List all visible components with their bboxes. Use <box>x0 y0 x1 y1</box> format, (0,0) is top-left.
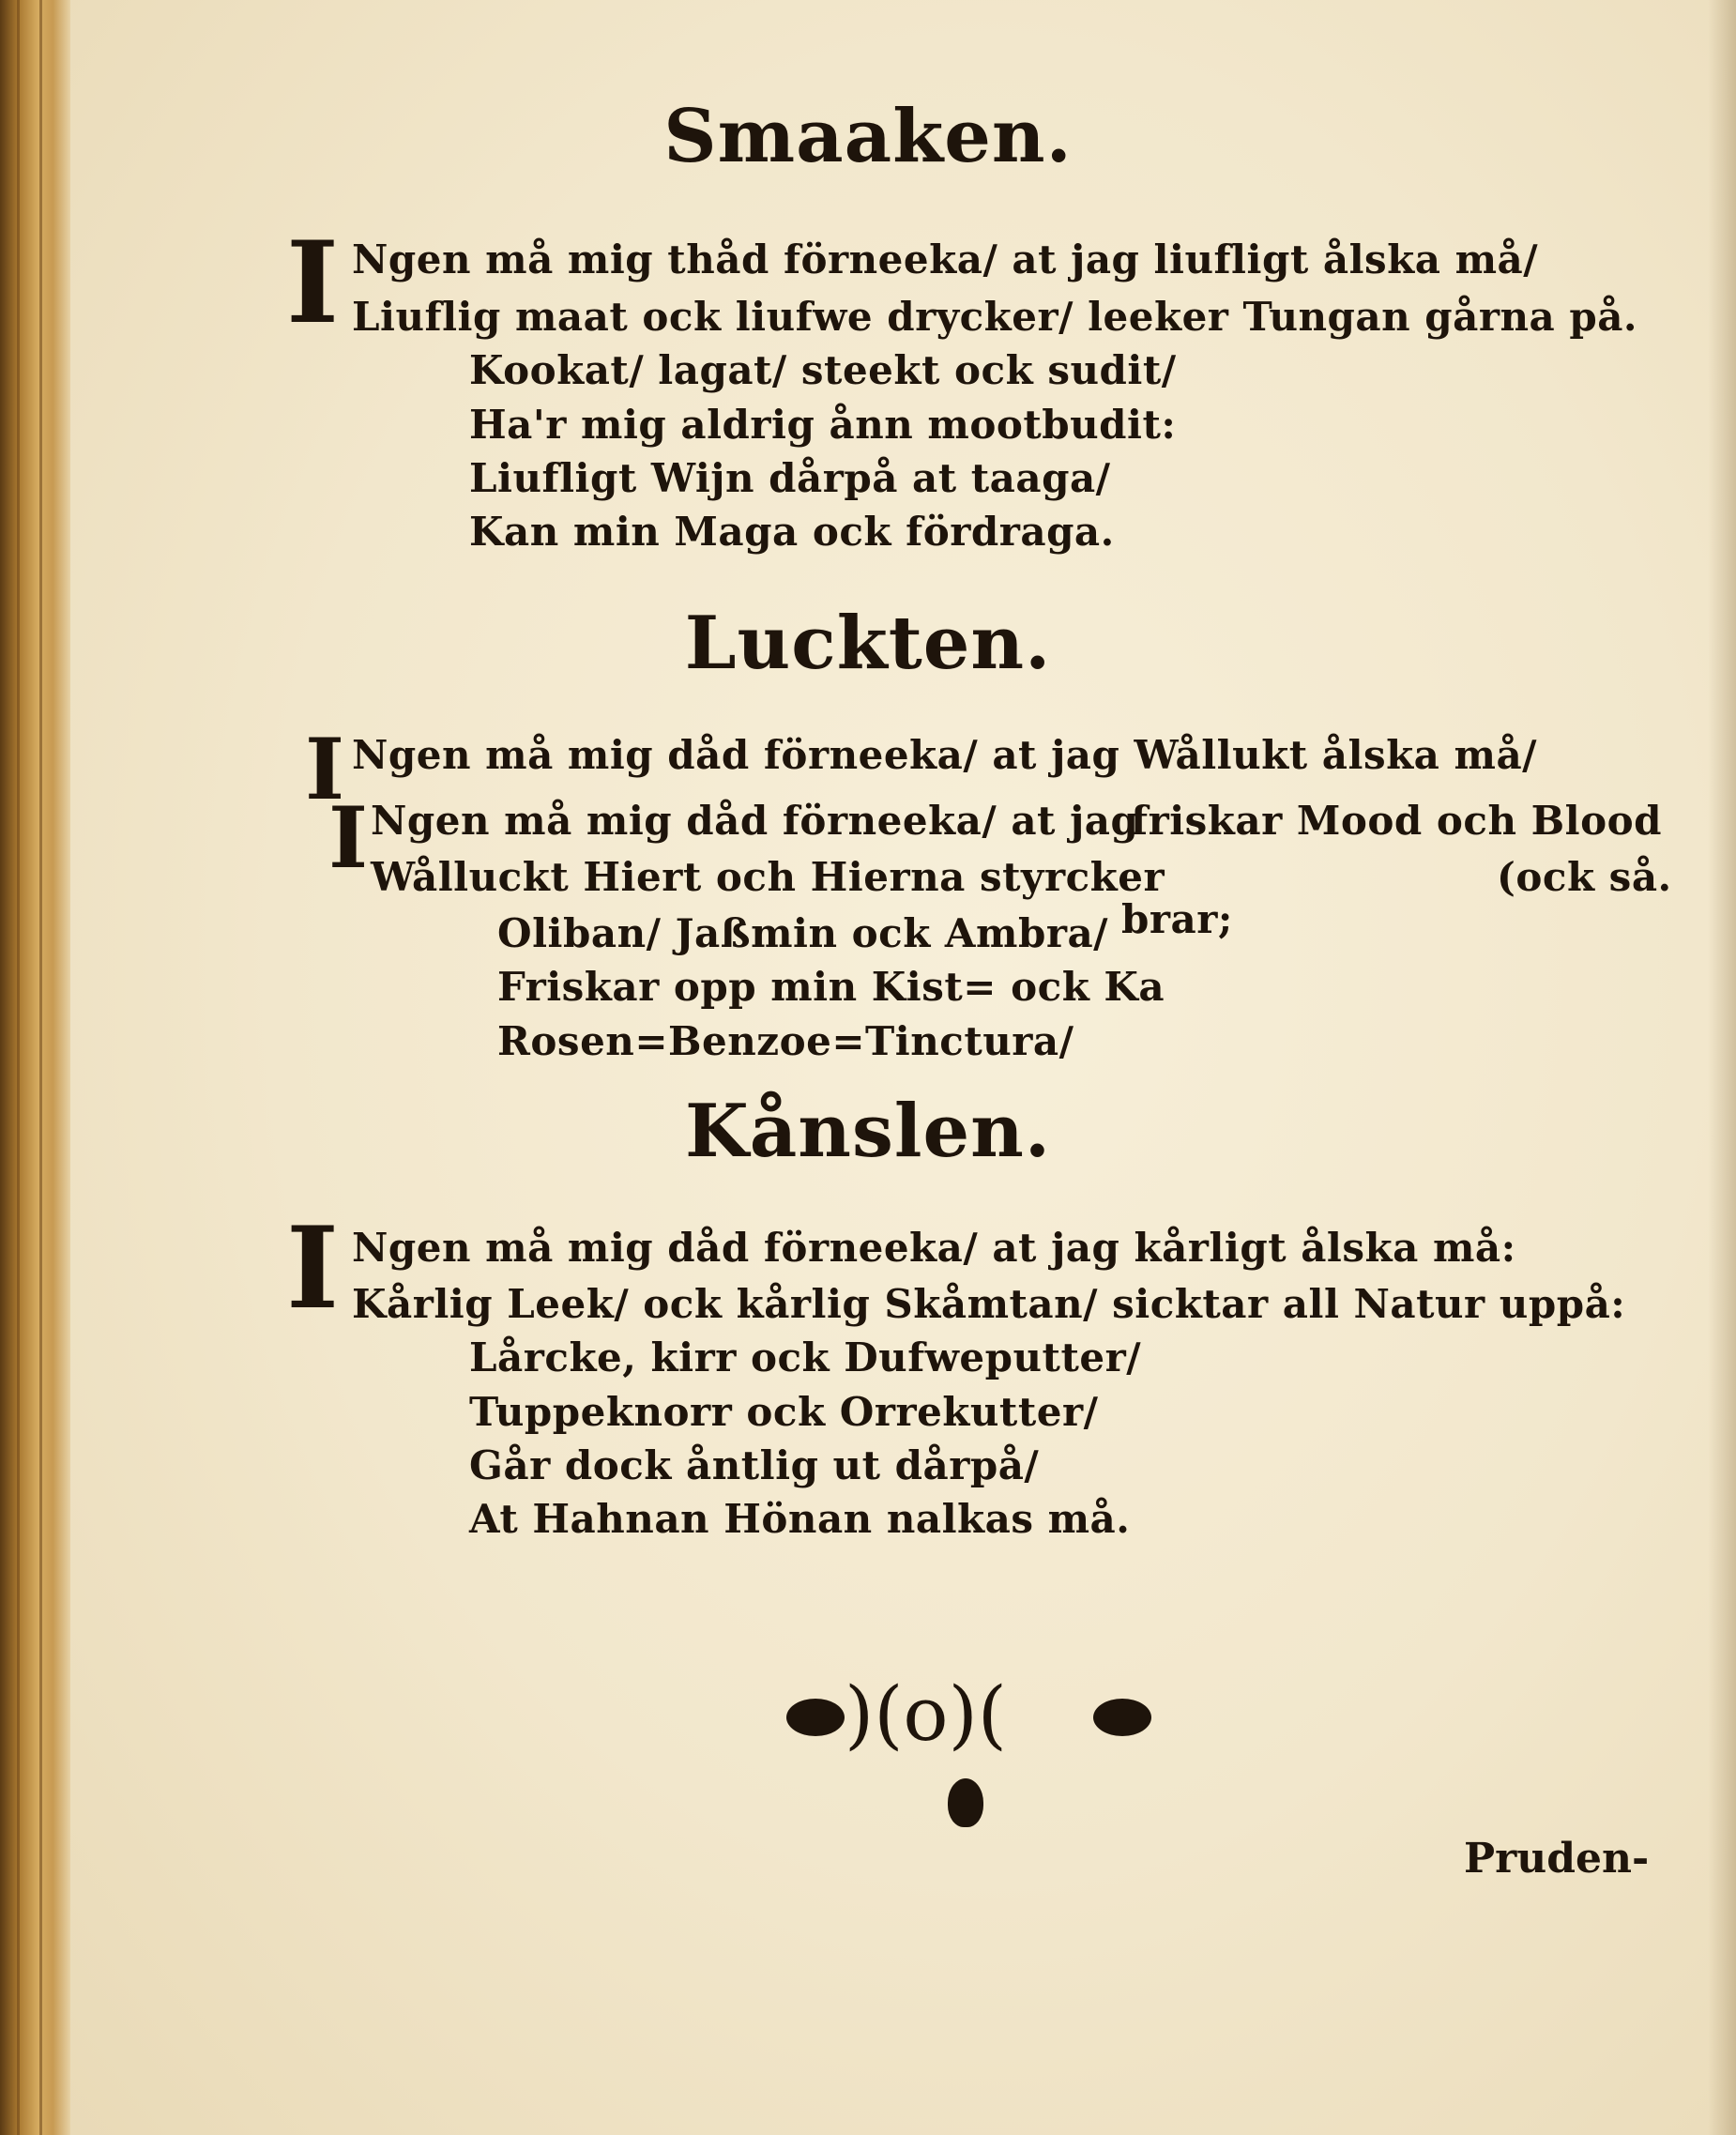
verse-line: Friskar opp min Kist= ock Ka <box>497 964 1165 1010</box>
verse-line: Kårlig Leek/ ock kårlig Skåmtan/ sicktar all Natur uppå: <box>352 1281 1626 1327</box>
verse-line: Ha'r mig aldrig ånn mootbudit: <box>469 402 1177 448</box>
ornament-drop <box>948 1778 983 1827</box>
section-heading: Smaaken. <box>663 94 1073 179</box>
verse-line: Går dock åntlig ut dårpå/ <box>469 1442 1040 1488</box>
verse-line: Kan min Maga ock fördraga. <box>469 509 1115 555</box>
verse-overlay: (ock så. <box>1497 854 1672 900</box>
verse-line: Ngen må mig thåd förneeka/ at jag liufligt ålska må/ <box>352 236 1539 282</box>
verse-overlay: brar; <box>1121 896 1233 942</box>
catchword: Pruden- <box>1464 1835 1650 1883</box>
verse-line: Ngen må mig dåd förneeka/ at jag Wållukt ålska må/ <box>352 732 1538 778</box>
section-heading: Kånslen. <box>684 1089 1052 1174</box>
book-spine <box>0 0 70 2135</box>
verse-line: Liuflig maat ock liufwe drycker/ leeker Tungan gårna på. <box>352 294 1638 340</box>
section-heading: Luckten. <box>684 601 1052 686</box>
spine-edge-line <box>39 0 42 2135</box>
verse-line: Liufligt Wijn dårpå at taaga/ <box>469 455 1111 501</box>
drop-cap: I <box>305 720 345 819</box>
verse-line: Tuppeknorr ock Orrekutter/ <box>469 1389 1099 1435</box>
verse-line: Ngen må mig dåd förneeka/ at jag kårligt ålska må: <box>352 1225 1516 1271</box>
verse-line: Lårcke, kirr ock Dufweputter/ <box>469 1334 1142 1380</box>
verse-line: Rosen=Benzoe=Tinctura/ <box>497 1018 1074 1064</box>
page-edge-shadow <box>1708 0 1736 2135</box>
ornament-leaf-left <box>786 1699 845 1736</box>
ornament-leaf-right <box>1093 1699 1151 1736</box>
verse-line: Oliban/ Jaßmin ock Ambra/ <box>497 910 1109 956</box>
drop-cap: I <box>286 1202 340 1334</box>
drop-cap: I <box>286 217 340 349</box>
spine-edge-line <box>17 0 20 2135</box>
verse-overlay: friskar Mood och Blood <box>1131 798 1662 844</box>
drop-cap: I <box>328 788 369 888</box>
ornament-glyphs: )(o)( <box>845 1670 1008 1758</box>
verse-line: Ngen må mig dåd förneeka/ at jag <box>371 798 1139 844</box>
verse-line: Wålluckt Hiert och Hierna styrcker <box>371 854 1165 900</box>
verse-line: At Hahnan Hönan nalkas må. <box>469 1496 1131 1542</box>
verse-line: Kookat/ lagat/ steekt ock sudit/ <box>469 347 1177 393</box>
